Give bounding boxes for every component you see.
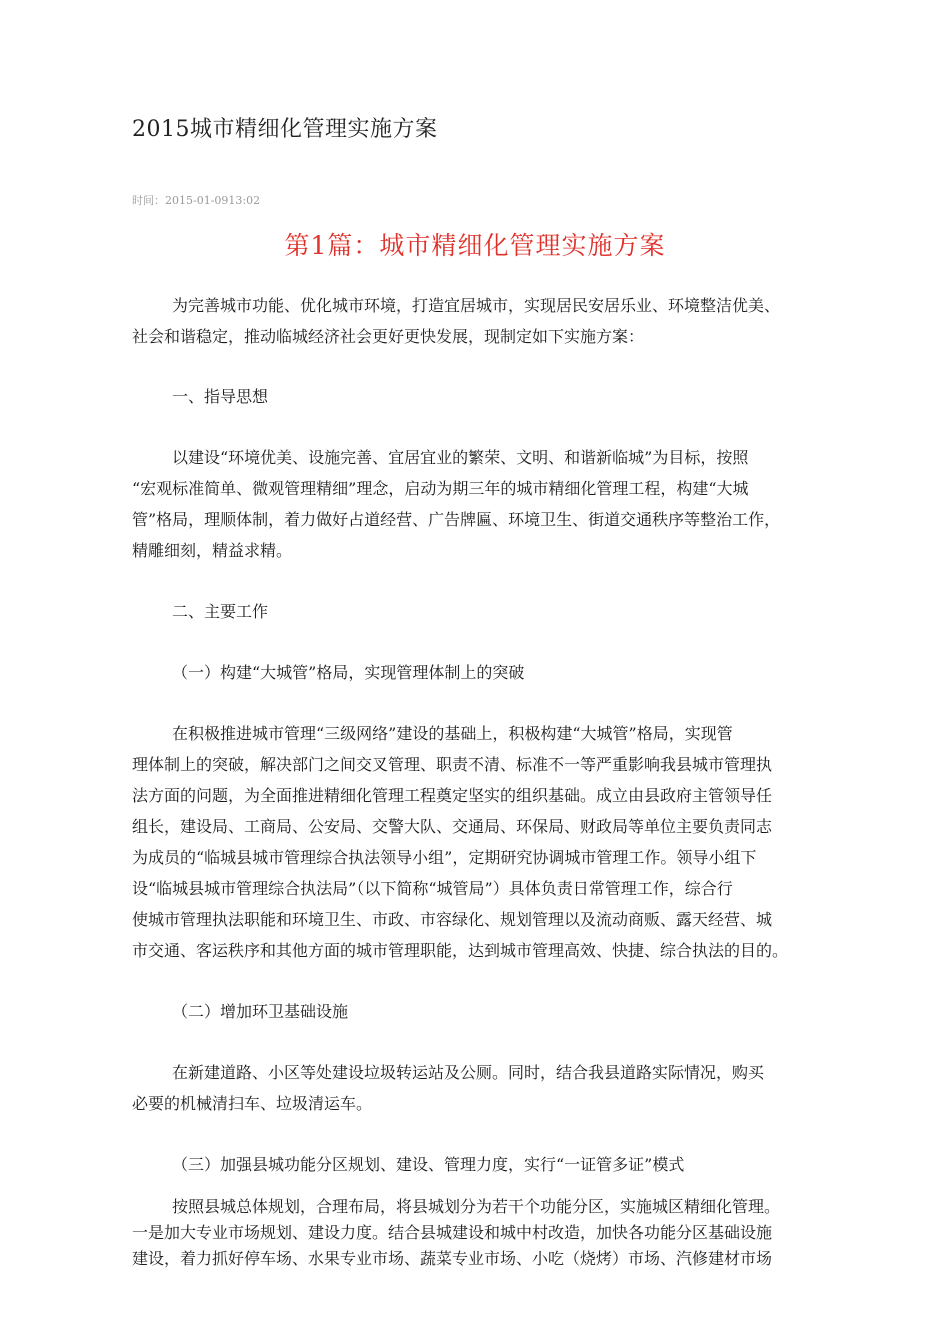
timestamp: 时间：2015-01-0913:02 — [132, 194, 261, 207]
paragraph-line: 按照县城总体规划，合理布局，将县城划分为若干个功能分区，实施城区精细化管理。 — [172, 1197, 781, 1216]
paragraph-line: 组长，建设局、工商局、公安局、交警大队、交通局、环保局、财政局等单位主要负责同志 — [132, 817, 773, 836]
heading-main-work: 二、主要工作 — [172, 602, 269, 621]
paragraph-line: 设“临城县城市管理综合执法局”（以下简称“城管局”）具体负责日常管理工作，综合行 — [132, 879, 733, 898]
paragraph-line: 在新建道路、小区等处建设垃圾转运站及公厕。同时，结合我县道路实际情况，购买 — [172, 1063, 765, 1082]
paragraph-line: 精雕细刻，精益求精。 — [132, 541, 293, 560]
paragraph-line: 以建设“环境优美、设施完善、宜居宜业的繁荣、文明、和谐新临城”为目标，按照 — [172, 448, 749, 467]
paragraph-line: 必要的机械清扫车、垃圾清运车。 — [132, 1094, 373, 1113]
document-body — [132, 290, 824, 1272]
paragraph-line: 法方面的问题，为全面推进精细化管理工程奠定坚实的组织基础。成立由县政府主管领导任 — [132, 786, 773, 805]
subheading-1: （一）构建“大城管”格局，实现管理体制上的突破 — [172, 663, 525, 682]
paragraph-line: 理体制上的突破，解决部门之间交叉管理、职责不清、标准不一等严重影响我县城市管理执 — [132, 755, 773, 774]
subheading-3: （三）加强县城功能分区规划、建设、管理力度，实行“一证管多证”模式 — [172, 1155, 685, 1174]
paragraph-line: 市交通、客运秩序和其他方面的城市管理职能，达到城市管理高效、快捷、综合执法的目的。 — [132, 941, 789, 960]
paragraph-line: 一是加大专业市场规划、建设力度。结合县城建设和城中村改造，加快各功能分区基础设施 — [132, 1223, 773, 1242]
paragraph-line: 建设，着力抓好停车场、水果专业市场、蔬菜专业市场、小吃（烧烤）市场、汽修建材市场 — [132, 1249, 773, 1268]
paragraph-line: 为完善城市功能、优化城市环境，打造宜居城市，实现居民安居乐业、环境整洁优美、 — [172, 296, 781, 315]
paragraph-line: “宏观标准简单、微观管理精细”理念，启动为期三年的城市精细化管理工程，构建“大城 — [132, 479, 749, 498]
paragraph-line: 管”格局，理顺体制，着力做好占道经营、广告牌匾、环境卫生、街道交通秩序等整治工作， — [132, 510, 781, 529]
paragraph-line: 社会和谐稳定，推动临城经济社会更好更快发展，现制定如下实施方案： — [132, 327, 645, 346]
paragraph-line: 使城市管理执法职能和环境卫生、市政、市容绿化、规划管理以及流动商贩、露天经营、城 — [132, 910, 773, 929]
paragraph-line: 在积极推进城市管理“三级网络”建设的基础上，积极构建“大城管”格局，实现管 — [172, 724, 733, 743]
section-heading: 第1篇：城市精细化管理实施方案 — [284, 231, 666, 260]
heading-guiding-thought: 一、指导思想 — [172, 387, 269, 406]
subheading-2: （二）增加环卫基础设施 — [172, 1002, 349, 1021]
document-title: 2015城市精细化管理实施方案 — [132, 117, 438, 142]
paragraph-line: 为成员的“临城县城市管理综合执法领导小组”，定期研究协调城市管理工作。领导小组下 — [132, 848, 757, 867]
